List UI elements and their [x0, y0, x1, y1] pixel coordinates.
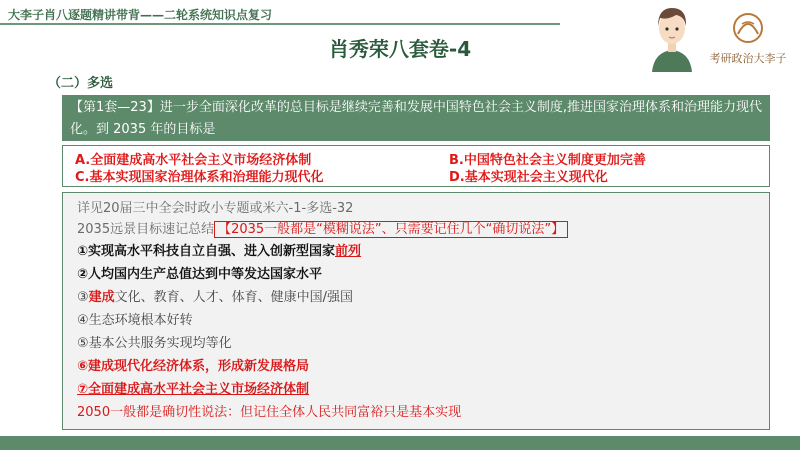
logo-text: 考研政治大李子: [709, 52, 787, 65]
option-a: A.全面建成高水平社会主义市场经济体制: [75, 153, 312, 168]
question-box: [62, 95, 770, 141]
summary-heading: [77, 218, 568, 237]
section-label: （二）多选: [48, 76, 114, 91]
summary-note: 【2035一般都是“模糊说法”、只需要记住几个“确切说法”】: [214, 221, 568, 238]
page-title: 肖秀荣八套卷-4: [328, 37, 472, 61]
list-item: ⑦全面建成高水平社会主义市场经济体制: [77, 382, 310, 397]
option-d: D.基本实现社会主义现代化: [449, 170, 608, 185]
item3-highlight: 建成: [88, 290, 115, 305]
footer-bar: [0, 436, 800, 450]
summary-title: 2035远景目标速记总结: [77, 222, 215, 237]
question-text: 【第1套—23】进一步全面深化改革的总目标是继续完善和发展中国特色社会主义制度,推进国家治理体系和治理能力现代化。到 2035 年的目标是: [70, 100, 762, 137]
source-reference: 详见20届三中全会时政小专题或米六-1-多选-32: [77, 201, 354, 216]
list-item: [77, 240, 361, 259]
explanation-panel: [62, 192, 770, 430]
item3-rest: 文化、教育、人才、体育、健康中国/强国: [114, 290, 354, 305]
presenter-avatar: [646, 2, 698, 74]
option-c: C.基本实现国家治理体系和治理能力现代化: [75, 170, 324, 185]
list-item: ④生态环境根本好转: [77, 313, 193, 328]
header-divider: [0, 23, 560, 25]
item1-text: ①实现高水平科技自立自强、进入创新型国家: [77, 244, 336, 259]
item1-highlight: 前列: [335, 244, 362, 259]
options-box: [62, 145, 770, 187]
list-item: [77, 286, 353, 305]
list-item: ⑤基本公共服务实现均等化: [77, 336, 232, 351]
item3-prefix: ③: [77, 290, 89, 305]
note-2050: 2050一般都是确切性说法：但记住全体人民共同富裕只是基本实现: [77, 405, 462, 420]
series-title: 大李子肖八逐题精讲带背——二轮系统知识点复习: [8, 8, 273, 22]
list-item: ⑥建成现代化经济体系，形成新发展格局: [77, 359, 310, 374]
list-item: ②人均国内生产总值达到中等发达国家水平: [77, 267, 323, 282]
logo-emblem-icon: [702, 6, 794, 68]
brand-logo: [702, 6, 794, 68]
option-b: B.中国特色社会主义制度更加完善: [449, 153, 646, 168]
